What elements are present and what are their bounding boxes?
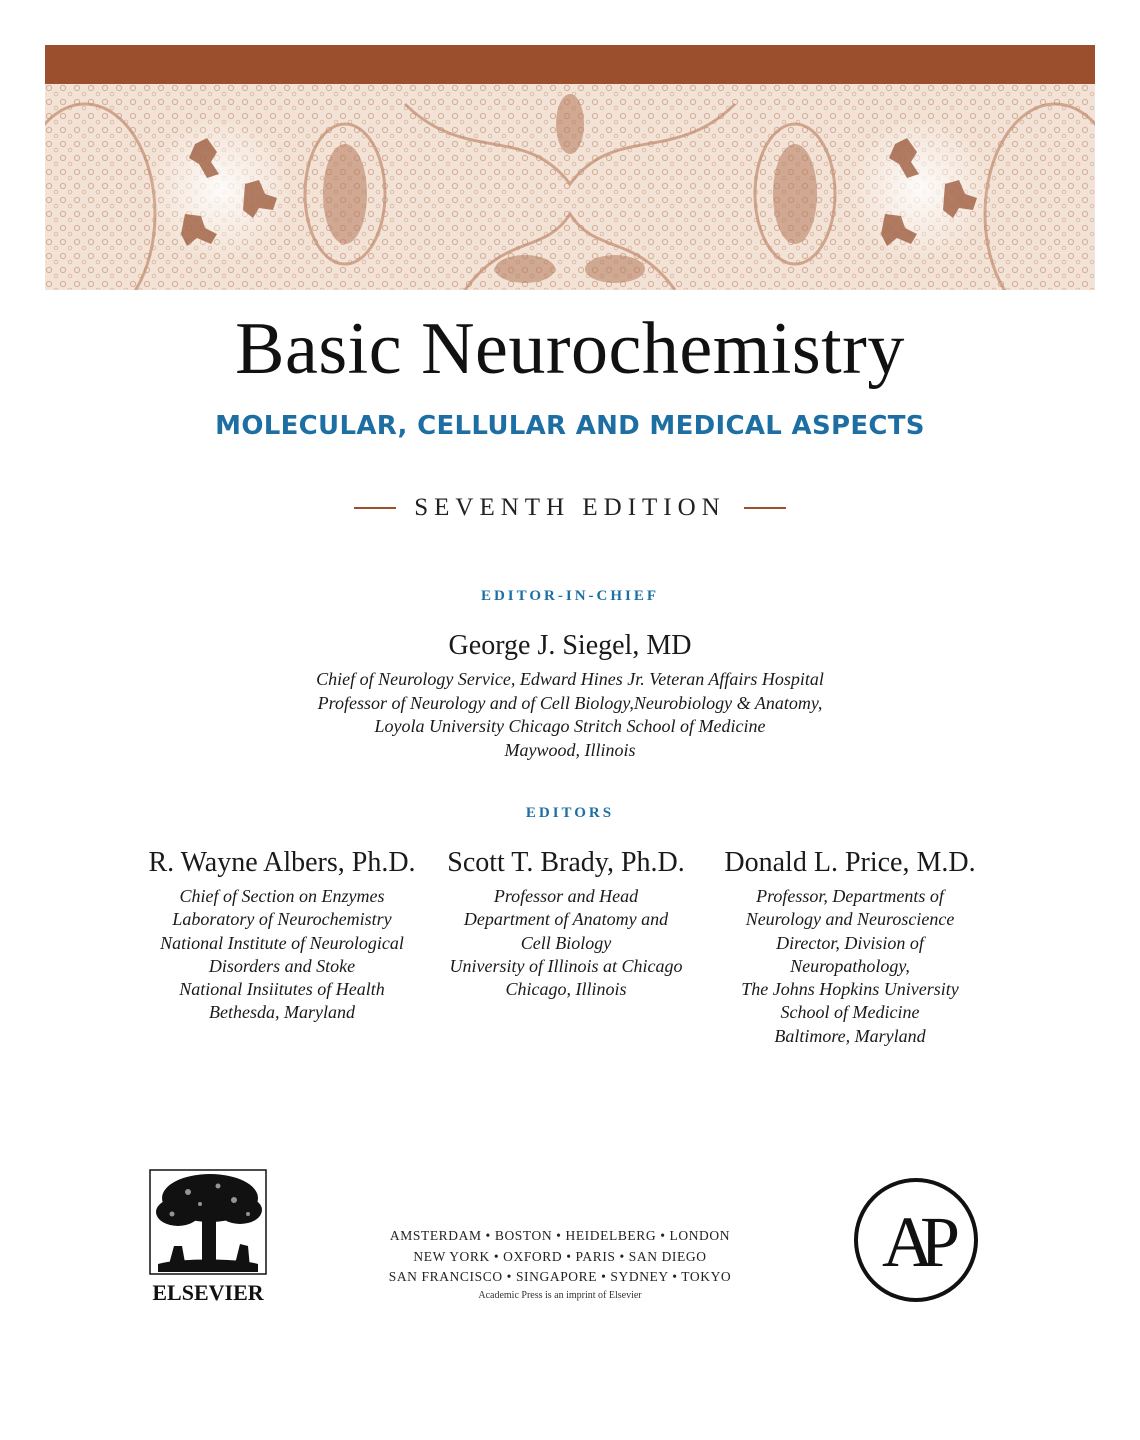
affiliation-line: Disorders and Stoke: [208, 955, 356, 976]
elsevier-logo: [148, 1168, 268, 1306]
imprint-note: Academic Press is an imprint of Elsevier: [478, 1290, 642, 1301]
affiliation-line: Neurology and Neuroscience: [745, 909, 955, 930]
affiliation-line: Baltimore, Maryland: [774, 1025, 926, 1046]
editor-affiliation: [142, 885, 422, 1025]
cities-line: AMSTERDAM • BOSTON • HEIDELBERG • LONDON: [389, 1228, 731, 1243]
edition-label: SEVENTH EDITION: [414, 494, 726, 521]
publisher-cities: [360, 1226, 760, 1288]
ap-monogram-icon: [852, 1176, 980, 1304]
editor-in-chief-name: George J. Siegel, MD: [448, 630, 692, 661]
editors-heading: EDITORS: [525, 805, 615, 821]
affiliation-line: University of Illinois at Chicago: [449, 955, 683, 976]
cover-banner-image: [45, 84, 1095, 290]
ap-logo-text: AP: [881, 1202, 947, 1282]
elsevier-wordmark: ELSEVIER: [152, 1280, 264, 1305]
affiliation-line: Laboratory of Neurochemistry: [172, 909, 392, 930]
affiliation-line: Maywood, Illinois: [504, 739, 636, 760]
editor-price: [712, 846, 988, 1048]
cities-line: SAN FRANCISCO • SINGAPORE • SYDNEY • TOKYO: [388, 1269, 732, 1284]
book-subtitle: MOLECULAR, CELLULAR AND MEDICAL ASPECTS: [215, 411, 925, 441]
affiliation-line: The Johns Hopkins University: [741, 979, 959, 1000]
affiliation-line: School of Medicine: [780, 1002, 920, 1023]
edition-line: [0, 492, 1140, 524]
editor-affiliation: [430, 885, 702, 1001]
editor-name: Donald L. Price, M.D.: [724, 847, 976, 878]
edition-rule-left: [354, 507, 396, 509]
affiliation-line: Department of Anatomy and: [463, 909, 669, 930]
affiliation-line: Chief of Section on Enzymes: [179, 886, 385, 906]
affiliation-line: Professor, Departments of: [756, 886, 944, 906]
editor-affiliation: [712, 885, 988, 1048]
elsevier-tree-icon: [148, 1168, 268, 1306]
academic-press-logo: [852, 1176, 980, 1304]
affiliation-line: Professor of Neurology and of Cell Biology,Neurobiology & Anatomy,: [317, 692, 823, 713]
editor-in-chief-affiliation: [0, 668, 1140, 762]
affiliation-line: Chicago, Illinois: [505, 979, 627, 1000]
editor-in-chief-heading: EDITOR-IN-CHIEF: [480, 588, 660, 604]
editor-brady: [430, 846, 702, 1001]
editor-albers: [142, 846, 422, 1025]
cities-line: NEW YORK • OXFORD • PARIS • SAN DIEGO: [413, 1248, 707, 1264]
editor-name: R. Wayne Albers, Ph.D.: [148, 847, 416, 878]
affiliation-line: Bethesda, Maryland: [209, 1002, 355, 1023]
affiliation-line: Director, Division of: [776, 932, 924, 953]
affiliation-line: Cell Biology: [520, 932, 612, 953]
affiliation-line: Chief of Neurology Service, Edward Hines Jr. Veteran Affairs Hospital: [316, 669, 824, 689]
top-color-bar: [45, 45, 1095, 84]
editor-name: Scott T. Brady, Ph.D.: [447, 847, 685, 878]
affiliation-line: Neuropathology,: [790, 955, 910, 976]
affiliation-line: Loyola University Chicago Stritch School of Medicine: [374, 716, 766, 736]
affiliation-line: National Insiitutes of Health: [179, 979, 385, 1000]
edition-rule-right: [744, 507, 786, 509]
affiliation-line: National Institute of Neurological: [160, 932, 404, 953]
book-title: Basic Neurochemistry: [235, 308, 905, 390]
banner-texture: [45, 84, 1095, 290]
affiliation-line: Professor and Head: [493, 886, 639, 906]
